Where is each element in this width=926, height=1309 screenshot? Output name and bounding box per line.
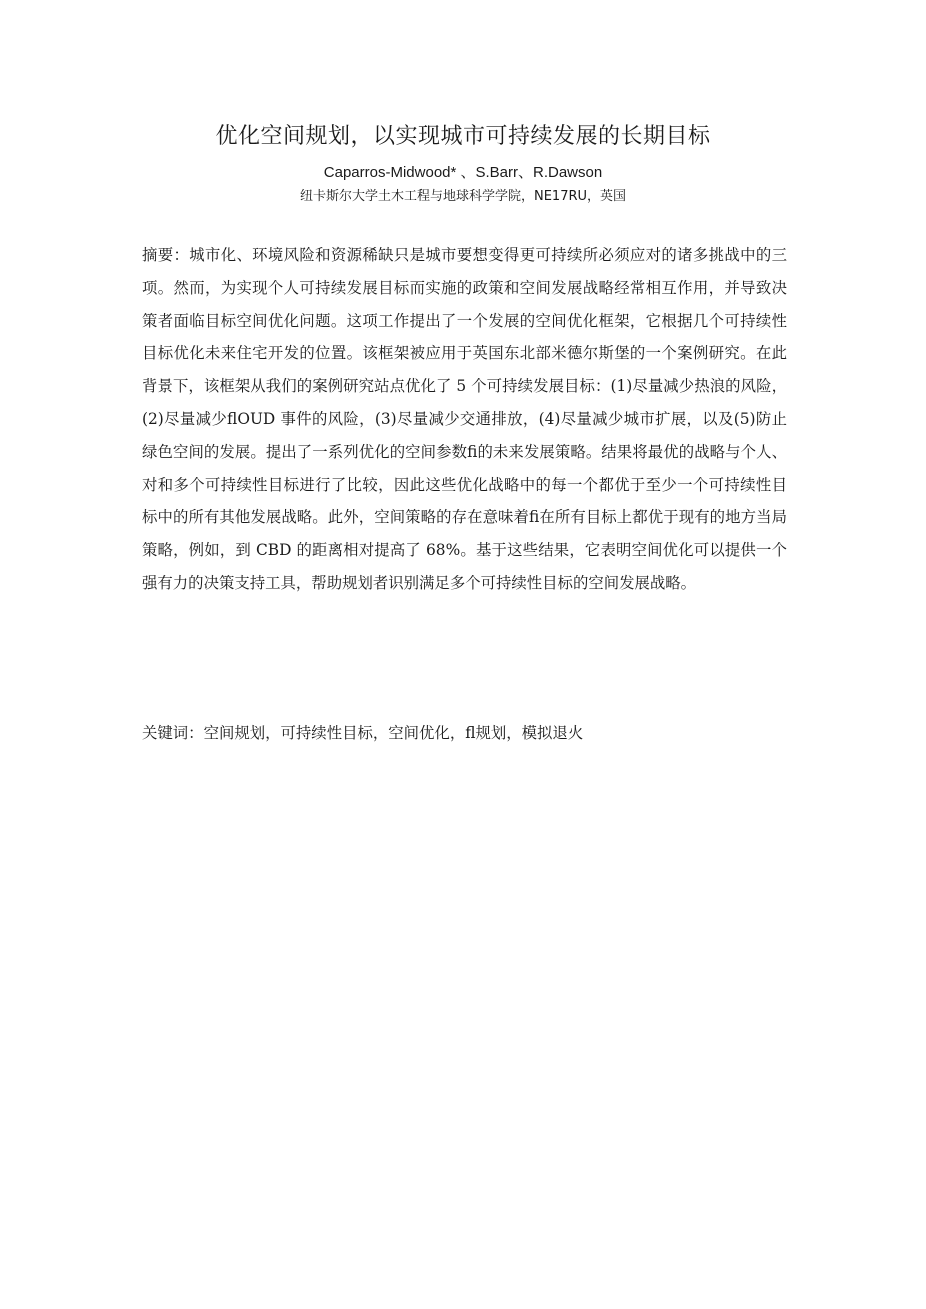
paper-keywords: 关键词：空间规划，可持续性目标，空间优化，fl规划，模拟退火 [142, 724, 584, 742]
paper-abstract: 摘要：城市化、环境风险和资源稀缺只是城市要想变得更可持续所必须应对的诸多挑战中的三项。然而，为实现个人可持续发展目标而实施的政策和空间发展战略经常相互作用，并导致决策者面临目标空间优化问题。这项工作提出了一个发展的空间优化框架，它根据几个可持续性目标优化未来住宅开发的位置。该框架被应用于英国东北部米德尔斯堡的一个案例研究。在此背景下，该框架从我们的案例研究站点优化了 5 个可持续发展目标：(1)尽量减少热浪的风险，(2)尽量减少flOUD 事件的风险，(3)尽量减少交通排放，(4)尽量减少城市扩展，以及(5)防止绿色空间的发展。提出了一系列优化的空间参数fi的未来发展策略。结果将最优的战略与个人、对和多个可持续性目标进行了比较，因此这些优化战略中的每一个都优于至少一个可持续性目标中的所有其他发展战略。此外，空间策略的存在意味着fi在所有目标上都优于现有的地方当局策略，例如，到 CBD 的距离相对提高了 68%。基于这些结果，它表明空间优化可以提供一个强有力的决策支持工具，帮助规划者识别满足多个可持续性目标的空间发展战略。 [142, 246, 787, 592]
paper-affiliation: 纽卡斯尔大学土木工程与地球科学学院，NE17RU，英国 [299, 189, 627, 204]
paper-authors: Caparros-Midwood* 、S.Barr、R.Dawson [323, 164, 603, 181]
paper-title: 优化空间规划，以实现城市可持续发展的长期目标 [215, 124, 711, 149]
